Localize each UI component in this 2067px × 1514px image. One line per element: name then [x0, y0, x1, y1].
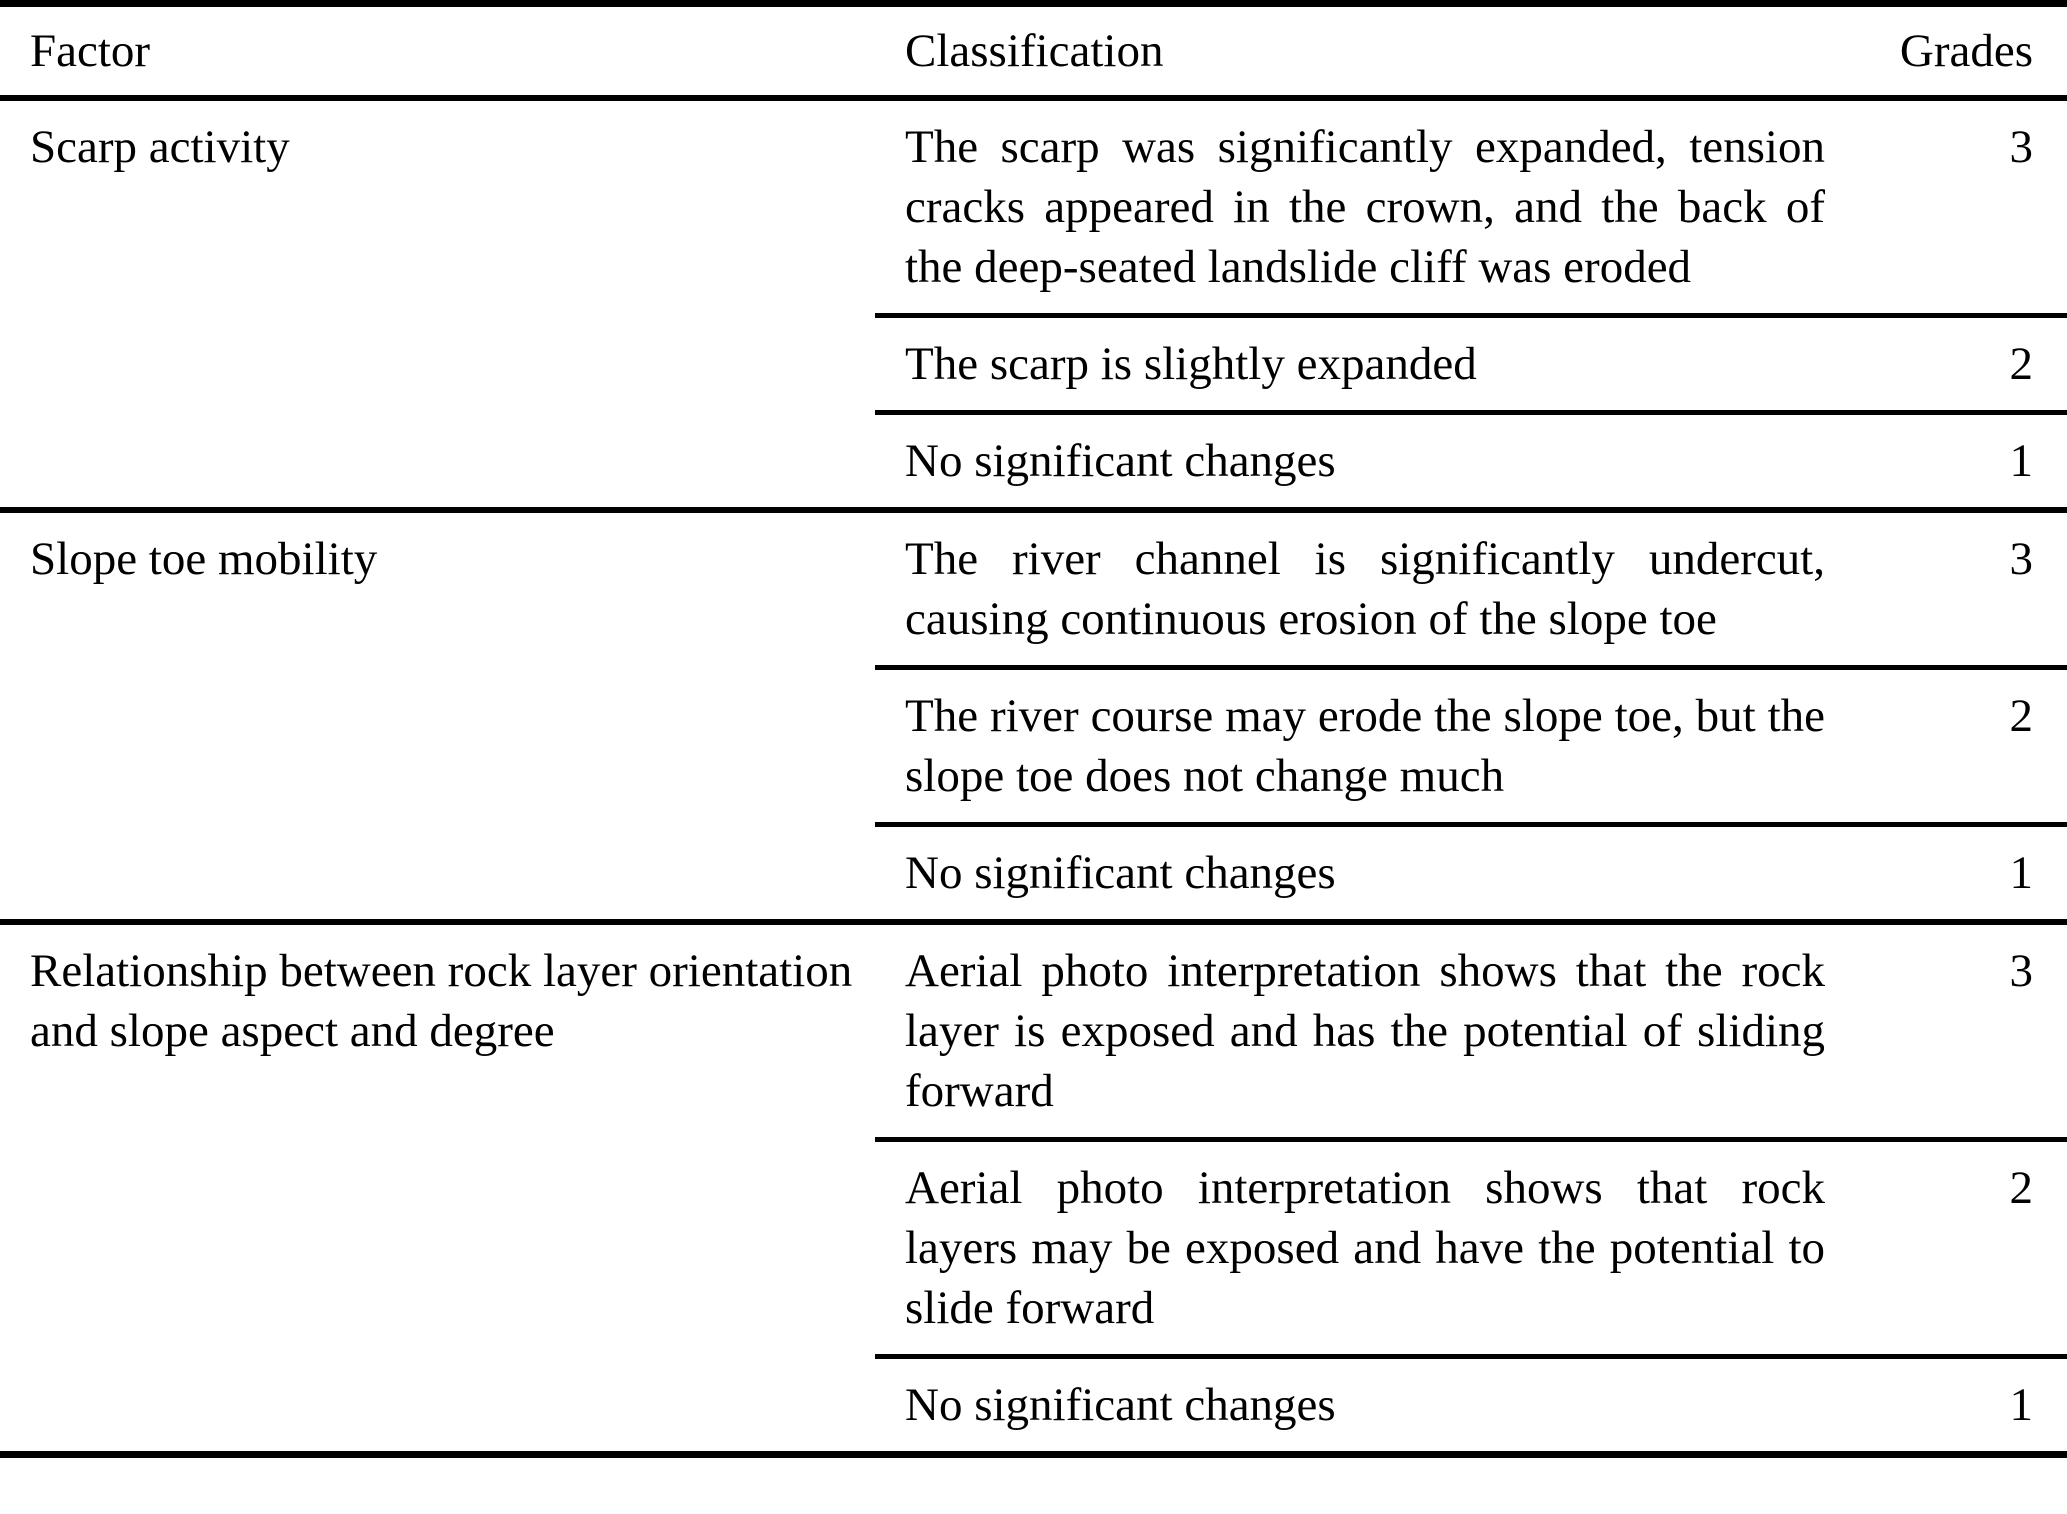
classification-cell: The river channel is significantly undercut, causing continuous erosion of the slope toe	[905, 533, 1825, 645]
column-header-grades: Grades	[1899, 25, 2033, 77]
grade-cell: 2	[1825, 1140, 2067, 1357]
table-row	[0, 510, 2067, 668]
column-header-classification: Classification	[905, 25, 1164, 77]
classification-cell: The scarp was significantly expanded, tension cracks appeared in the crown, and the back of the deep-seated landslide cliff was eroded	[905, 121, 1825, 293]
grade-cell: 3	[2009, 945, 2033, 997]
grade-cell: 2	[1825, 668, 2067, 825]
classification-cell: No significant changes	[875, 413, 1825, 511]
grade-cell: 3	[2009, 121, 2033, 173]
classification-cell: The scarp is slightly expanded	[875, 316, 1825, 413]
table-section	[0, 510, 2067, 922]
table-section	[0, 922, 2067, 1455]
classification-cell: Aerial photo interpretation shows that rock layers may be exposed and have the potential to slide forward	[875, 1140, 1825, 1357]
grade-cell: 3	[2009, 533, 2033, 585]
classification-cell: Aerial photo interpretation shows that the rock layer is exposed and has the potential of sliding forward	[905, 945, 1825, 1117]
table-row	[0, 922, 2067, 1140]
grade-cell: 2	[1825, 316, 2067, 413]
classification-cell: No significant changes	[875, 825, 1825, 923]
table-row	[0, 98, 2067, 316]
factor-cell: Scarp activity	[30, 121, 290, 173]
table-header	[0, 4, 2067, 99]
classification-cell: The river course may erode the slope toe, but the slope toe does not change much	[875, 668, 1825, 825]
header-row	[0, 4, 2067, 99]
classification-cell: No significant changes	[875, 1357, 1825, 1455]
table-section	[0, 98, 2067, 510]
grade-cell: 1	[1825, 413, 2067, 511]
factor-cell: Relationship between rock layer orientation and slope aspect and degree	[30, 945, 853, 1057]
grade-cell: 1	[1825, 1357, 2067, 1455]
column-header-factor: Factor	[30, 25, 151, 77]
factor-cell: Slope toe mobility	[30, 533, 378, 585]
grade-cell: 1	[1825, 825, 2067, 923]
